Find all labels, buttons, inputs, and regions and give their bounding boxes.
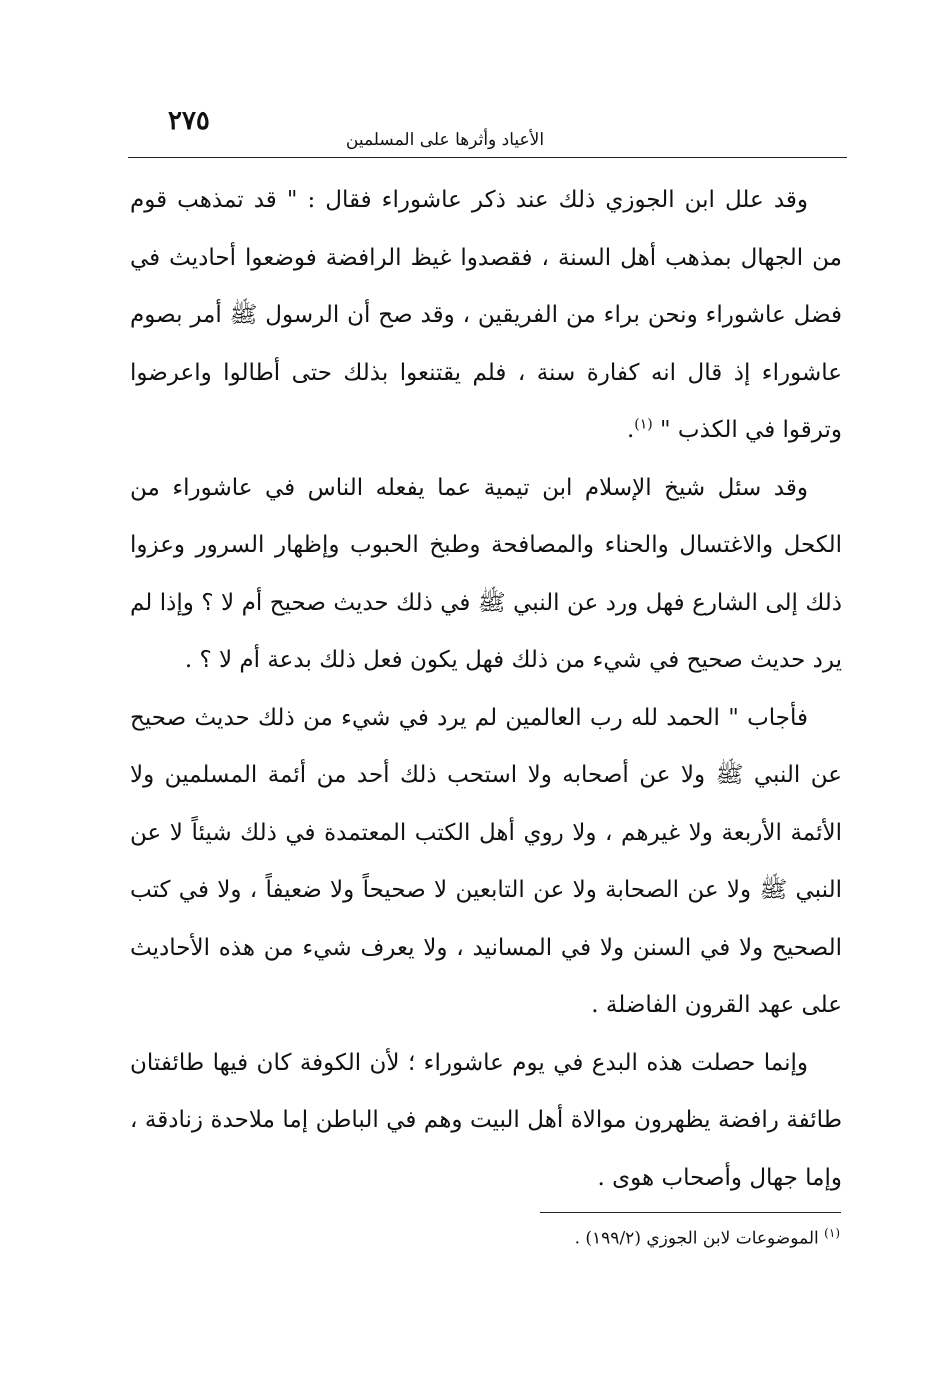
header-divider <box>128 157 847 158</box>
body-text <box>130 172 842 1207</box>
footnote <box>400 1226 840 1249</box>
paragraph-text: وإنما حصلت هذه البدع في يوم عاشوراء ؛ لأن الكوفة كان فيها طائفتان طائفة رافضة يظهرون موالاة أهل البيت وهم في الباطن إما ملاحدة زنادقة ، وإما جهال وأصحاب هوى . <box>130 1049 842 1191</box>
paragraph-text: وقد علل ابن الجوزي ذلك عند ذكر عاشوراء فقال : " قد تمذهب قوم من الجهال بمذهب أهل السنة ، فقصدوا غيظ الرافضة فوضعوا أحاديث في فضل عاشوراء ونحن براء من الفريقين ، وقد صح أن الرسول ﷺ أمر بصوم عاشوراء إذ قال انه كفارة سنة ، فلم يقتنعوا بذلك حتى أطالوا واعرضوا وترقوا في الكذب " <box>130 187 842 443</box>
running-title: الأعياد وأثرها على المسلمين <box>345 130 545 150</box>
footnote-reference: (١) <box>634 416 653 433</box>
page-number: ٢٧٥ <box>168 106 210 136</box>
paragraph-text: فأجاب " الحمد لله رب العالمين لم يرد في شيء من ذلك حديث صحيح عن النبي ﷺ ولا عن أصحابه ولا استحب ذلك أحد من أئمة المسلمين ولا الأئمة الأربعة ولا غيرهم ، ولا روي أهل الكتب المعتمدة في ذلك شيئاً لا عن النبي ﷺ ولا عن الصحابة ولا عن التابعين لا صحيحاً ولا ضعيفاً ، ولا في كتب الصحيح ولا في السنن ولا في المسانيد ، ولا يعرف شيء من هذه الأحاديث على عهد القرون الفاضلة . <box>130 704 842 1018</box>
paragraph-tail: . <box>626 417 635 443</box>
paragraph-1 <box>130 172 842 460</box>
footnote-divider <box>540 1212 841 1213</box>
paragraph-text: وقد سئل شيخ الإسلام ابن تيمية عما يفعله الناس في عاشوراء من الكحل والاغتسال والحناء والمصافحة وطبخ الحبوب وإظهار السرور وعزوا ذلك إلى الشارع فهل ورد عن النبي ﷺ في ذلك حديث صحيح أم لا ؟ وإذا لم يرد حديث صحيح في شيء من ذلك فهل يكون فعل ذلك بدعة أم لا ؟ . <box>130 474 842 673</box>
footnote-marker: (١) <box>824 1226 840 1240</box>
footnote-text: الموضوعات لابن الجوزي (١٩٩/٢) . <box>574 1228 819 1249</box>
paragraph-3 <box>130 690 842 1035</box>
paragraph-2 <box>130 460 842 690</box>
paragraph-4 <box>130 1035 842 1208</box>
